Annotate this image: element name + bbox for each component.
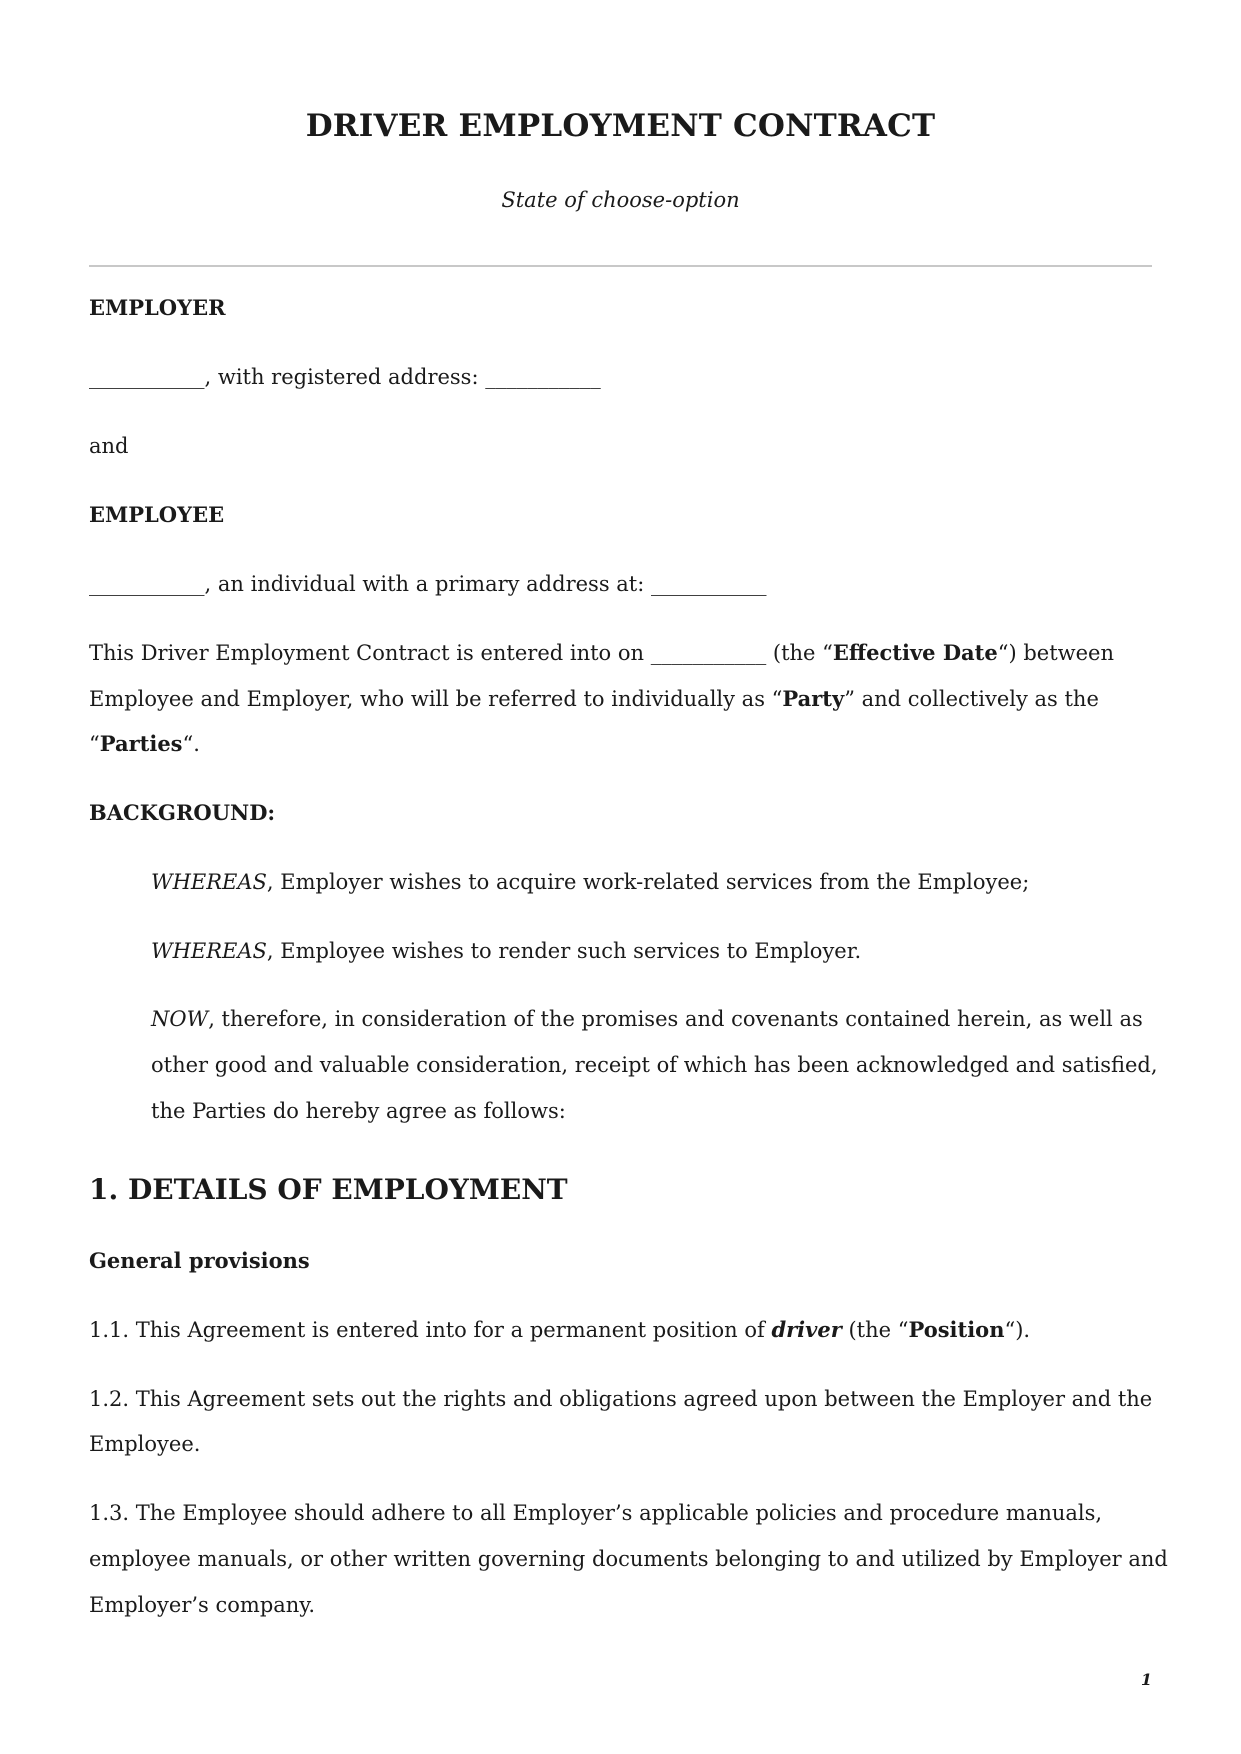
now-clause-line-1: NOW, therefore, in consideration of the promises and covenants contained herein, as well as — [151, 1007, 1143, 1031]
position-term: Position — [908, 1317, 1005, 1342]
now-clause-line-2: other good and valuable consideration, receipt of which has been acknowledged and satisfied, — [151, 1053, 1158, 1077]
now-clause-line-3: the Parties do hereby agree as follows: — [151, 1099, 566, 1123]
background-heading: BACKGROUND: — [89, 800, 276, 825]
and-text: and — [89, 434, 129, 458]
party-term: Party — [782, 686, 845, 711]
clause-1-3-line-1: 1.3. The Employee should adhere to all Employer’s applicable policies and procedure manuals, — [89, 1501, 1103, 1525]
header-divider — [89, 265, 1152, 267]
clause-1-3-line-2: employee manuals, or other written governing documents belonging to and utilized by Employer and — [89, 1547, 1168, 1571]
parties-term: Parties — [99, 731, 183, 756]
whereas-clause-1: WHEREAS, Employer wishes to acquire work-related services from the Employee; — [151, 870, 1030, 894]
intro-line-2: Employee and Employer, who will be referred to individually as “Party” and collectively as the — [89, 686, 1099, 711]
document-title: DRIVER EMPLOYMENT CONTRACT — [305, 108, 936, 144]
clause-1-2-line-2: Employee. — [89, 1432, 201, 1456]
employee-heading: EMPLOYEE — [89, 502, 225, 527]
intro-line-1: This Driver Employment Contract is entered into on ___________ (the “Effective Date“) between — [89, 640, 1114, 665]
document-subtitle: State of choose-option — [501, 188, 740, 212]
employer-line: ___________, with registered address: ___________ — [89, 365, 601, 389]
intro-line-3: “Parties“. — [89, 731, 200, 756]
clause-1-1: 1.1. This Agreement is entered into for a permanent position of driver (the “Position“). — [89, 1317, 1031, 1342]
general-provisions-heading: General provisions — [89, 1248, 310, 1273]
page-number: 1 — [1140, 1670, 1152, 1689]
whereas-clause-2: WHEREAS, Employee wishes to render such services to Employer. — [151, 939, 862, 963]
effective-date-term: Effective Date — [832, 640, 998, 665]
clause-1-2-line-1: 1.2. This Agreement sets out the rights and obligations agreed upon between the Employer and the — [89, 1387, 1153, 1411]
clause-1-3-line-3: Employer’s company. — [89, 1593, 316, 1617]
driver-term: driver — [771, 1317, 842, 1342]
employer-heading: EMPLOYER — [89, 295, 226, 320]
employee-line: ___________, an individual with a primary address at: ___________ — [89, 572, 767, 596]
section-1-heading: 1. DETAILS OF EMPLOYMENT — [89, 1173, 568, 1206]
